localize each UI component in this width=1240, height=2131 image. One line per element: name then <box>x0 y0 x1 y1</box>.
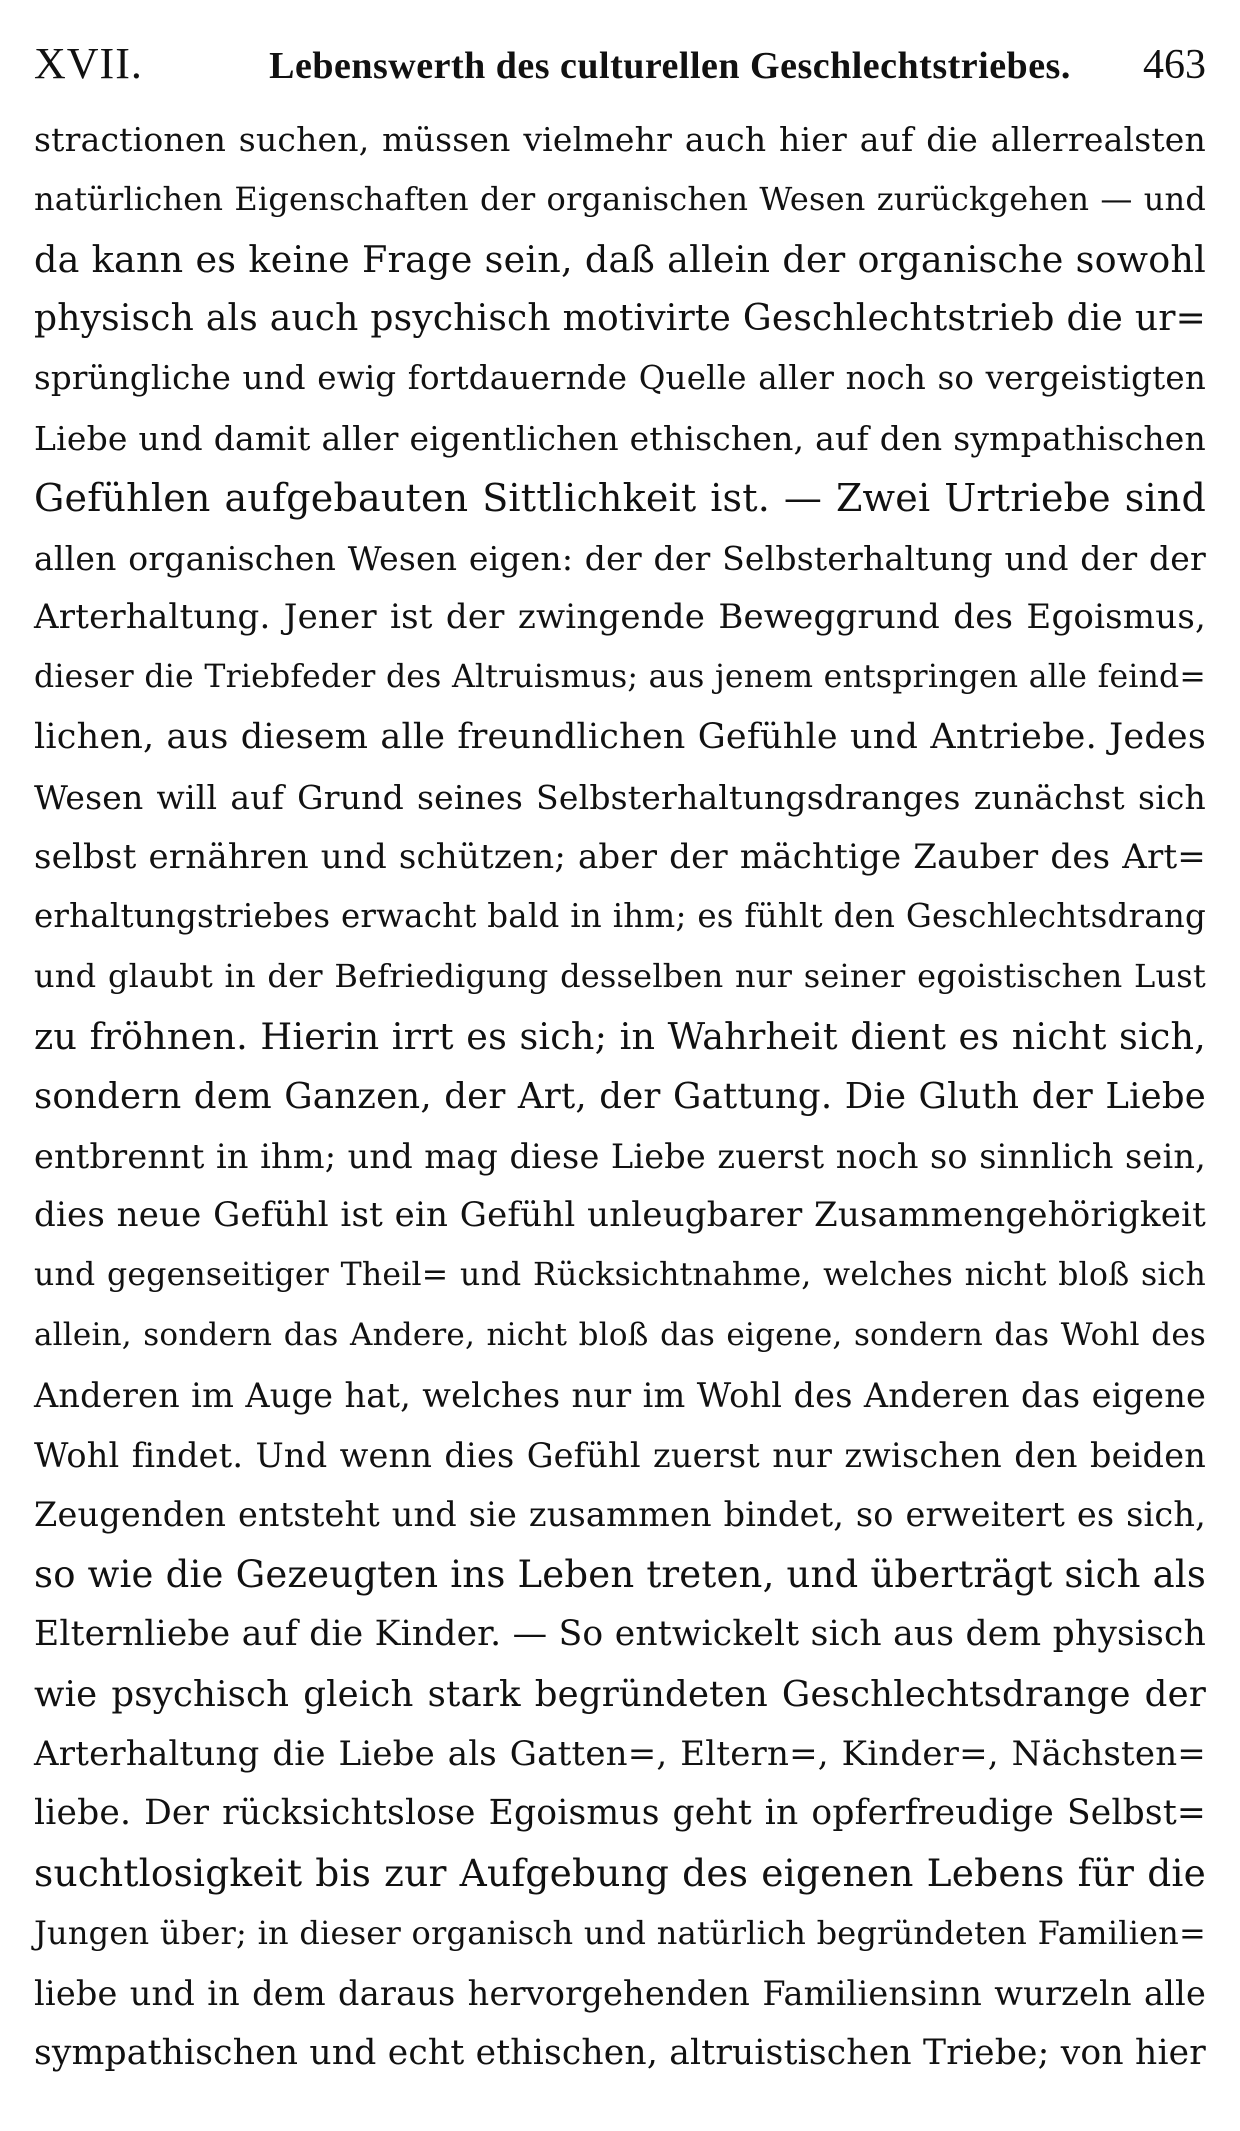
text-line: Arterhaltung die Liebe als Gatten=, Eltern=, Kinder=, Nächsten= <box>34 1733 1206 1774</box>
text-line: so wie die Gezeugten ins Leben treten, und überträgt sich als <box>34 1553 1207 1597</box>
text-line: erhaltungstriebes erwacht bald in ihm; es fühlt den Geschlechtsdrang <box>34 897 1206 936</box>
text-line: Jungen über; in dieser organisch und natürlich begründeten Familien= <box>34 1913 1206 1952</box>
text-line: physisch als auch psychisch motivirte Geschlechtstrieb die ur= <box>34 298 1206 340</box>
text-line: sondern dem Ganzen, der Art, der Gattung. Die Gluth der Liebe <box>34 1075 1206 1117</box>
text-line: Wohl findet. Und wenn dies Gefühl zuerst nur zwischen den beiden <box>34 1435 1206 1475</box>
text-line: Liebe und damit aller eigentlichen ethischen, auf den sympathischen <box>34 418 1206 458</box>
text-line: lichen, aus diesem alle freundlichen Gefühle und Antriebe. Jedes <box>34 716 1206 757</box>
text-line: stractionen suchen, müssen vielmehr auch hier auf die allerrealsten <box>34 120 1206 159</box>
text-line: und gegenseitiger Theil= und Rücksichtnahme, welches nicht bloß sich <box>34 1257 1206 1294</box>
text-line: sympathischen und echt ethischen, altruistischen Triebe; von hier <box>34 2032 1206 2073</box>
text-line: Gefühlen aufgebauten Sittlichkeit ist. — Zwei Urtriebe sind <box>34 475 1206 520</box>
text-line: natürlichen Eigenschaften der organischen Wesen zurückgehen — und <box>34 179 1206 218</box>
text-line: suchtlosigkeit bis zur Aufgebung des eigenen Lebens für die <box>34 1851 1206 1896</box>
text-line: allein, sondern das Andere, nicht bloß das eigene, sondern das Wohl des <box>34 1316 1206 1353</box>
text-line: selbst ernähren und schützen; aber der mächtige Zauber des Art= <box>34 836 1206 877</box>
text-line: und glaubt in der Befriedigung desselben nur seiner egoistischen Lust <box>34 957 1206 996</box>
body-text <box>34 110 1206 2083</box>
text-line: liebe. Der rücksichtslose Egoismus geht in opferfreudige Selbst= <box>34 1793 1206 1834</box>
text-line: Elternliebe auf die Kinder. — So entwickelt sich aus dem physisch <box>34 1613 1206 1654</box>
text-line: da kann es keine Frage sein, daß allein der organische sowohl <box>34 237 1206 281</box>
text-line: liebe und in dem daraus hervorgehenden Familiensinn wurzeln alle <box>34 1973 1206 2013</box>
text-line: Wesen will auf Grund seines Selbsterhaltungsdranges zunächst sich <box>34 777 1206 817</box>
page-number: 463 <box>1143 42 1206 88</box>
text-line: Arterhaltung. Jener ist der zwingende Beweggrund des Egoismus, <box>34 597 1206 638</box>
text-line: wie psychisch gleich stark begründeten Geschlechtsdrange der <box>34 1673 1206 1715</box>
running-head <box>34 38 1206 100</box>
text-line: dies neue Gefühl ist ein Gefühl unleugbarer Zusammengehörigkeit <box>34 1195 1206 1236</box>
text-line: Zeugenden entsteht und sie zusammen bindet, so erweitert es sich, <box>34 1495 1206 1535</box>
chapter-number: XVII. <box>34 39 143 88</box>
text-line: dieser die Triebfeder des Altruismus; aus jenem entspringen alle feind= <box>34 659 1206 696</box>
text-line: allen organischen Wesen eigen: der der Selbsterhaltung und der der <box>34 538 1206 578</box>
text-line: zu fröhnen. Hierin irrt es sich; in Wahrheit dient es nicht sich, <box>34 1014 1206 1058</box>
text-line: entbrennt in ihm; und mag diese Liebe zuerst noch so sinnlich sein, <box>34 1136 1206 1176</box>
running-title: Lebenswerth des culturellen Geschlechtstriebes. <box>269 45 1071 87</box>
text-line: Anderen im Auge hat, welches nur im Wohl des Anderen das eigene <box>34 1375 1206 1415</box>
text-line: sprüngliche und ewig fortdauernde Quelle aller noch so vergeistigten <box>34 359 1206 398</box>
